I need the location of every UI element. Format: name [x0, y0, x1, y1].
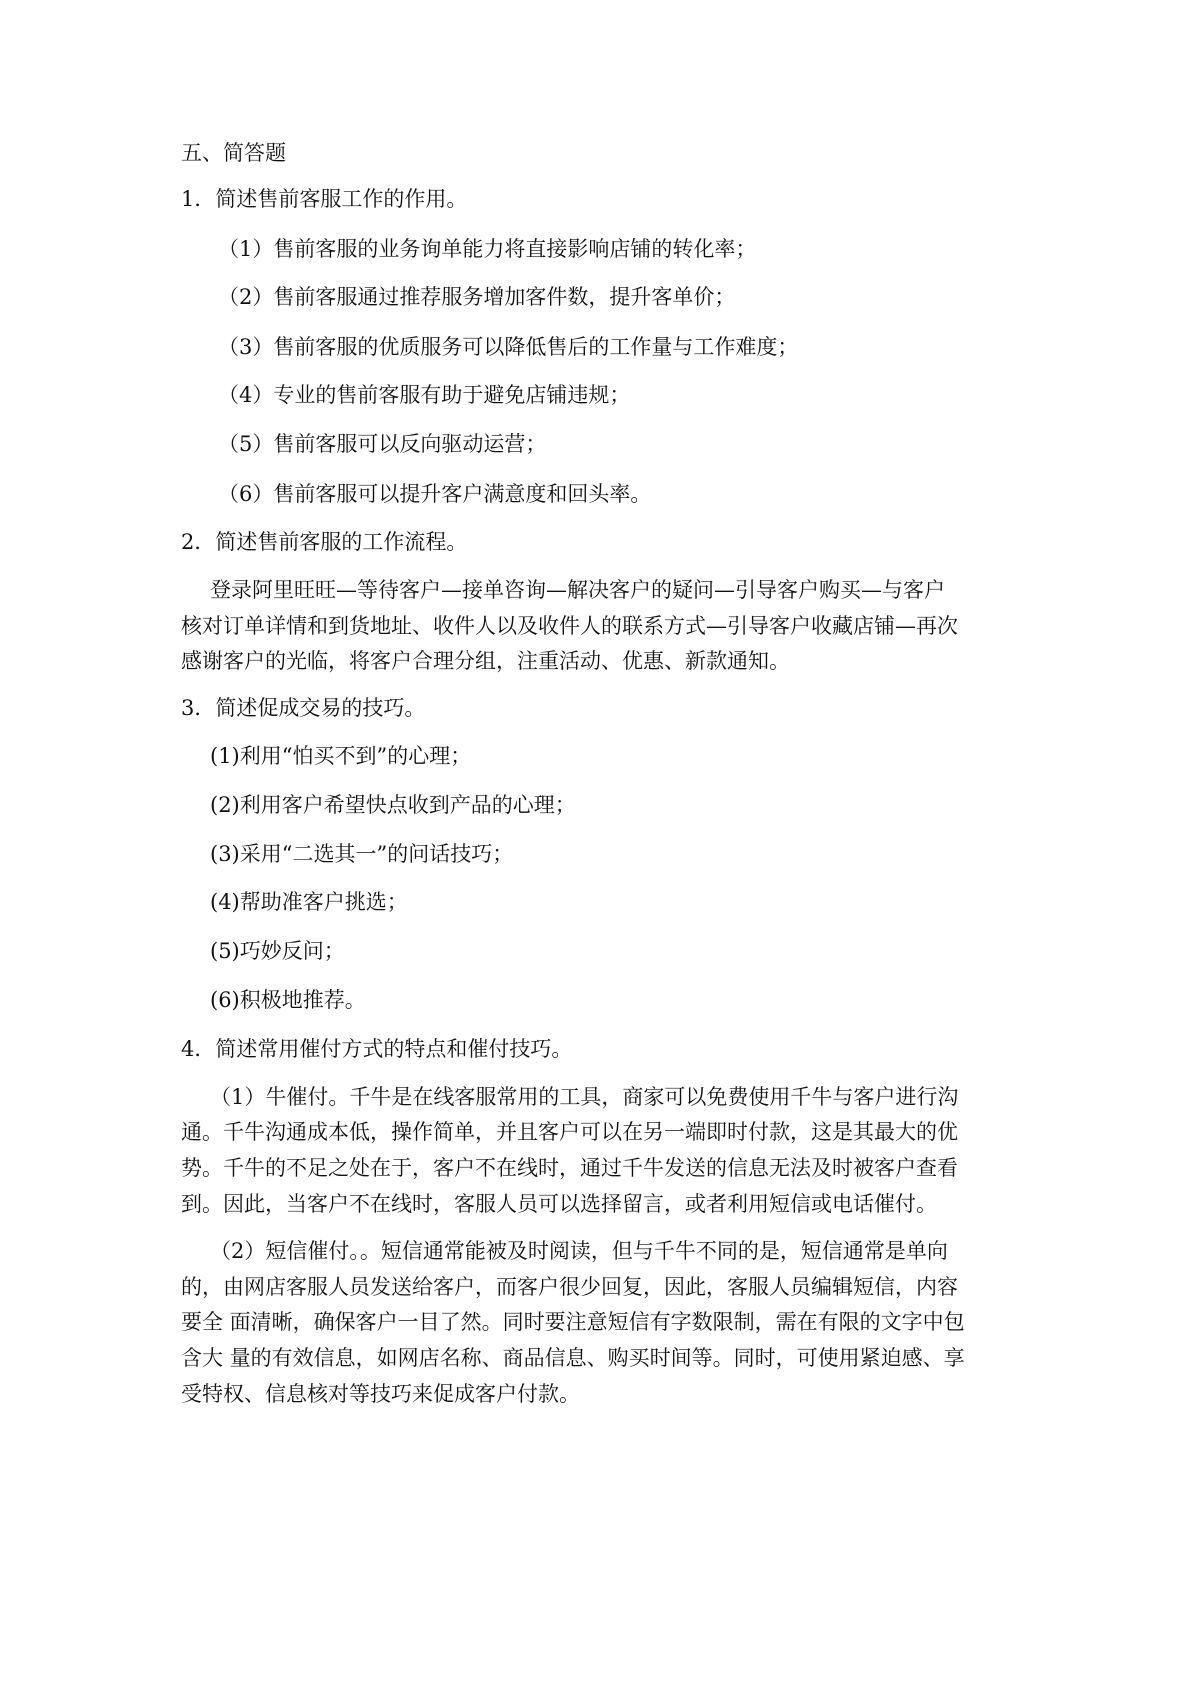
- q4-para-1-line-1: （1）牛催付。千牛是在线客服常用的工具，商家可以免费使用千牛与客户进行沟: [210, 1085, 959, 1109]
- question-1-title: 1．简述售前客服工作的作用。: [181, 187, 468, 211]
- q1-item-6: （6）售前客服可以提升客户满意度和回头率。: [218, 482, 652, 506]
- q4-para-1-line-2: 通。千牛沟通成本低，操作简单，并且客户可以在另一端即时付款，这是其最大的优: [181, 1120, 958, 1144]
- q3-item-1: (1)利用“怕买不到”的心理；: [210, 744, 472, 768]
- q2-answer-line-1: 登录阿里旺旺—等待客户—接单咨询—解决客户的疑问—引导客户购买—与客户: [210, 578, 945, 602]
- q1-item-1: （1）售前客服的业务询单能力将直接影响店铺的转化率；: [218, 237, 757, 261]
- q3-item-3: (3)采用“二选其一”的问话技巧；: [210, 842, 514, 866]
- q3-item-2: (2)利用客户希望快点收到产品的心理；: [210, 793, 576, 817]
- section-title: 五、简答题: [181, 141, 286, 165]
- q4-para-2-line-3: 要全 面清晰，确保客户一目了然。同时要注意短信有字数限制，需在有限的文字中包: [181, 1310, 965, 1334]
- q2-answer-line-3: 感谢客户的光临，将客户合理分组，注重活动、优惠、新款通知。: [181, 649, 790, 673]
- q4-para-1-line-3: 势。千牛的不足之处在于，客户不在线时，通过千牛发送的信息无法及时被客户查看: [181, 1156, 958, 1180]
- q1-item-4: （4）专业的售前客服有助于避免店铺违规；: [218, 383, 631, 407]
- q1-item-3: （3）售前客服的优质服务可以降低售后的工作量与工作难度；: [218, 335, 799, 359]
- q3-item-4: (4)帮助准客户挑选；: [210, 890, 408, 914]
- q4-para-2-line-4: 含大 量的有效信息，如网店名称、商品信息、购买时间等。同时，可使用紧迫感、享: [181, 1346, 965, 1370]
- q4-para-1-line-4: 到。因此，当客户不在线时，客服人员可以选择留言，或者利用短信或电话催付。: [181, 1192, 937, 1216]
- question-4-title: 4．简述常用催付方式的特点和催付技巧。: [181, 1037, 573, 1061]
- q3-item-5: (5)巧妙反问；: [210, 939, 345, 963]
- question-2-title: 2．简述售前客服的工作流程。: [181, 530, 468, 554]
- q4-para-2-line-1: （2）短信催付。。短信通常能被及时阅读，但与千牛不同的是，短信通常是单向: [210, 1239, 948, 1263]
- question-3-title: 3．简述促成交易的技巧。: [181, 696, 426, 720]
- q1-item-2: （2）售前客服通过推荐服务增加客件数，提升客单价；: [218, 285, 736, 309]
- q1-item-5: （5）售前客服可以反向驱动运营；: [218, 432, 547, 456]
- q4-para-2-line-5: 受特权、信息核对等技巧来促成客户付款。: [181, 1382, 580, 1406]
- q4-para-2-line-2: 的，由网店客服人员发送给客户，而客户很少回复，因此，客服人员编辑短信，内容: [181, 1275, 958, 1299]
- q3-item-6: (6)积极地推荐。: [210, 988, 366, 1012]
- q2-answer-line-2: 核对订单详情和到货地址、收件人以及收件人的联系方式—引导客户收藏店铺—再次: [181, 614, 958, 638]
